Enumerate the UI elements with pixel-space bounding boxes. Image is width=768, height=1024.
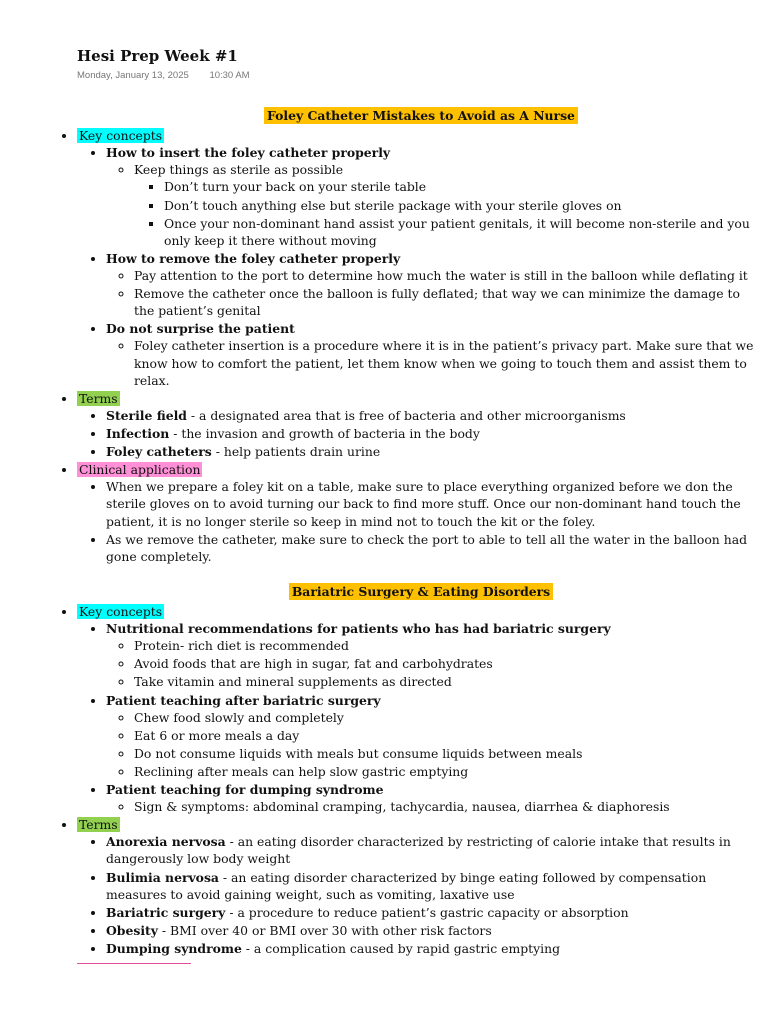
concept-sub-item: ◦ Reclining after meals can help slow gastric emptying (134, 763, 760, 780)
term-item: • Obesity - BMI over 40 or BMI over 30 with other risk factors (106, 922, 760, 939)
concept-sub-item: ◦ Chew food slowly and completely (134, 709, 760, 726)
clinical-item: • As we remove the catheter, make sure to check the port to able to tell all the water in the balloon had gone completely. (106, 531, 760, 565)
category-label-terms: Terms (79, 390, 118, 406)
clinical-item: • When we prepare a foley kit on a table, make sure to place everything organized before we don the sterile gloves on to avoid turning our back to find more stuff. Once our non-dominant hand touch the patient, it is no longer sterile so keep in mind not to touch the kit or the foley. (106, 478, 760, 529)
category-label-terms: Terms (79, 817, 118, 833)
concept-sub-item: ◦ Keep things as sterile as possible ▪ Don’t turn your back on your sterile table ▪ Don’t touch anything else but sterile package with your sterile gloves on ▪ Once your non-dominant hand assist your patient genitals, it will become non-sterile and you only keep it there without moving (134, 161, 760, 249)
term-item: • Anorexia nervosa - an eating disorder characterized by restricting of calorie intake that results in dangerously low body weight (106, 833, 760, 867)
page-timestamp (77, 69, 250, 82)
term-item: • Dumping syndrome - a complication caused by rapid gastric emptying (106, 940, 760, 957)
section-list (60, 127, 760, 565)
concept-sub-item: ◦ Do not consume liquids with meals but consume liquids between meals (134, 745, 760, 762)
term-item: • Infection - the invasion and growth of bacteria in the body (106, 425, 760, 442)
concept-sub-item: ◦ Foley catheter insertion is a procedure where it is in the patient’s privacy part. Make sure that we know how to comfort the patient, let them know when we going to touch them and assist them to relax. (134, 337, 760, 388)
category-label-clinical: Clinical application (79, 462, 201, 478)
concept-detail: ▪ Once your non-dominant hand assist your patient genitals, it will become non-sterile and you only keep it there without moving (164, 215, 760, 249)
category-item (77, 816, 760, 957)
concept-detail: ▪ Don’t turn your back on your sterile table (164, 178, 760, 195)
concept-detail: ▪ Don’t touch anything else but sterile package with your sterile gloves on (164, 197, 760, 214)
section-heading: Foley Catheter Mistakes to Avoid as A Nurse (60, 107, 760, 124)
term-item: • Bariatric surgery - a procedure to reduce patient’s gastric capacity or absorption (106, 904, 760, 921)
page-time: 10:30 AM (209, 70, 250, 81)
concept-sub-item: ◦ Pay attention to the port to determine how much the water is still in the balloon while deflating it (134, 267, 760, 284)
concept-item: • How to remove the foley catheter properly ◦ Pay attention to the port to determine how much the water is still in the balloon while deflating it ◦ Remove the catheter once the balloon is fully deflated; that way we can minimize the damage to the patient’s genital (106, 250, 760, 319)
concept-item: • Patient teaching for dumping syndrome ◦ Sign & symptoms: abdominal cramping, tachycardia, nausea, diarrhea & diaphoresis (106, 781, 760, 815)
concept-sub-item: ◦ Avoid foods that are high in sugar, fat and carbohydrates (134, 655, 760, 672)
term-item: • Bulimia nervosa - an eating disorder characterized by binge eating followed by compensation measures to avoid gaining weight, such as vomiting, laxative use (106, 869, 760, 903)
category-label-key-concepts: Key concepts (79, 603, 163, 619)
concept-item: • Nutritional recommendations for patients who has had bariatric surgery ◦ Protein- rich diet is recommended ◦ Avoid foods that are high in sugar, fat and carbohydrates ◦ Take vitamin and mineral supplements as directed (106, 620, 760, 690)
category-item (77, 461, 760, 565)
term-item: • Sterile field - a designated area that is free of bacteria and other microorganisms (106, 407, 760, 424)
concept-sub-item: ◦ Eat 6 or more meals a day (134, 727, 760, 744)
section-heading: Bariatric Surgery & Eating Disorders (60, 583, 760, 600)
concept-item: • How to insert the foley catheter properly ◦ Keep things as sterile as possible ▪ Don’t turn your back on your sterile table ▪ Don’t touch anything else but sterile package with your sterile gloves on ▪ Once your non-dominant hand assist your patient genitals, it will become non-sterile and you only keep it there without moving (106, 144, 760, 249)
concept-item: • Do not surprise the patient ◦ Foley catheter insertion is a procedure where it is in the patient’s privacy part. Make sure that we know how to comfort the patient, let them know when we going to touch them and assist them to relax. (106, 320, 760, 388)
category-item (77, 127, 760, 389)
concept-sub-item: ◦ Remove the catheter once the balloon is fully deflated; that way we can minimize the damage to the patient’s genital (134, 285, 760, 319)
page-title: Hesi Prep Week #1 (77, 47, 238, 65)
category-label-key-concepts: Key concepts (79, 128, 163, 144)
note-content (60, 107, 760, 958)
category-item (77, 603, 760, 815)
section-list (60, 603, 760, 957)
concept-item: • Patient teaching after bariatric surgery ◦ Chew food slowly and completely ◦ Eat 6 or more meals a day ◦ Do not consume liquids with meals but consume liquids between meals ◦ Reclining after meals can help slow gastric emptying (106, 692, 760, 781)
concept-sub-item: ◦ Take vitamin and mineral supplements as directed (134, 673, 760, 690)
clinical-application-highlight-edge (77, 963, 191, 964)
concept-sub-item: ◦ Sign & symptoms: abdominal cramping, tachycardia, nausea, diarrhea & diaphoresis (134, 798, 760, 815)
term-item: • Foley catheters - help patients drain urine (106, 443, 760, 460)
page-date: Monday, January 13, 2025 (77, 70, 189, 81)
concept-sub-item: ◦ Protein- rich diet is recommended (134, 637, 760, 654)
category-item (77, 390, 760, 460)
